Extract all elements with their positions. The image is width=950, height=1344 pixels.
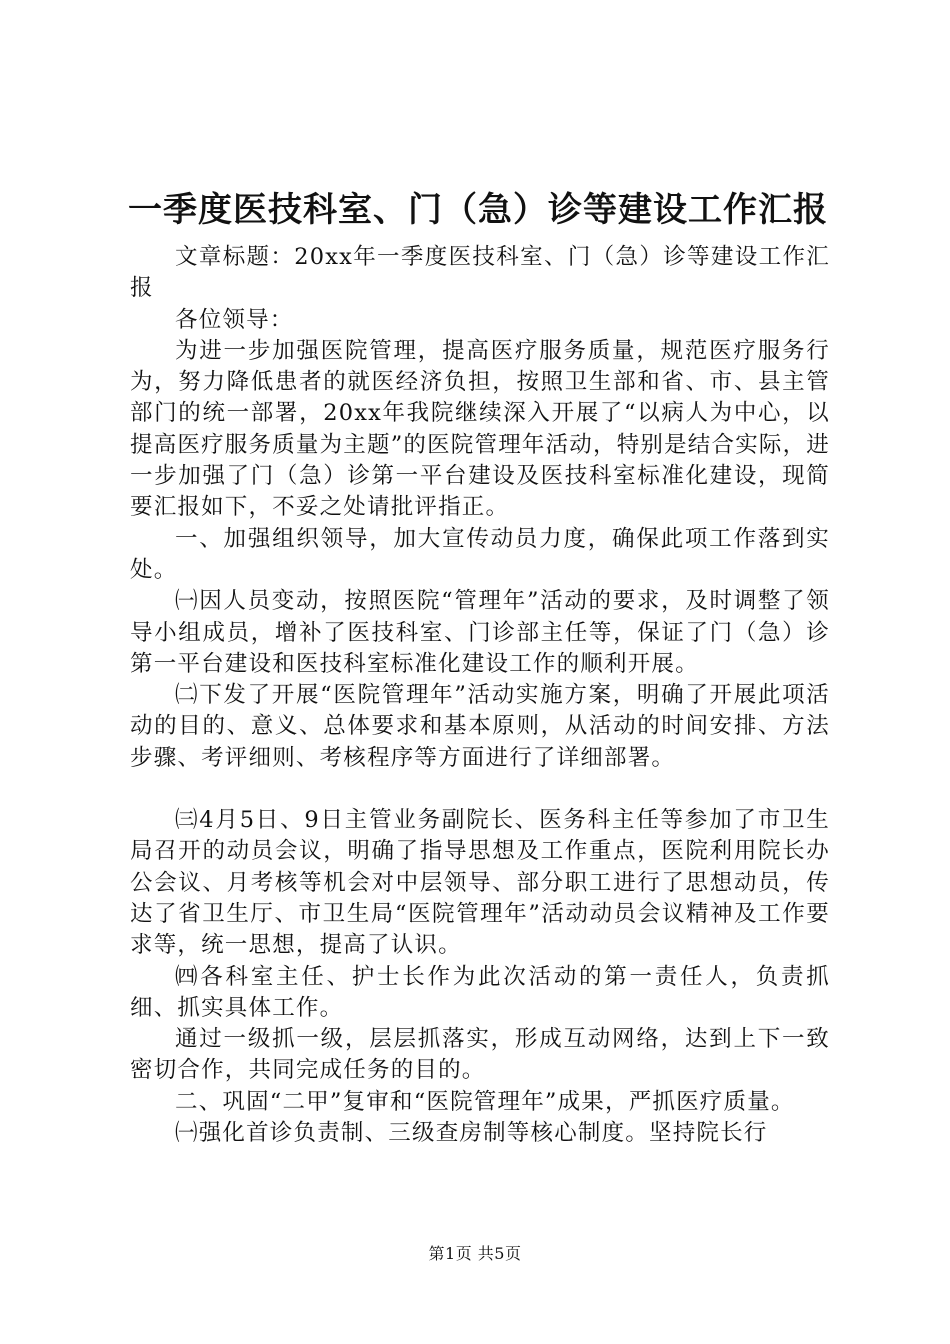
document-body (130, 242, 830, 1149)
paragraph-gap (130, 774, 830, 805)
paragraph-section-two-item-1: ㈠强化首诊负责制、三级查房制等核心制度。坚持院长行 (175, 1120, 768, 1147)
paragraph-introduction: 为进一步加强医院管理，提高医疗服务质量，规范医疗服务行为，努力降低患者的就医经济负担，按照卫生部和省、市、县主管部门的统一部署，20xx年我院继续深入开展了“以病人为中心，以提高医疗服务质量为主题”的医院管理年活动，特别是结合实际，进一步加强了门（急）诊第一平台建设及医技科室标准化建设，现简要汇报如下，不妥之处请批评指正。 (130, 337, 831, 521)
paragraph-item-1: ㈠因人员变动，按照医院“管理年”活动的要求，及时调整了领导小组成员，增补了医技科室、门诊部主任等，保证了门（急）诊第一平台建设和医技科室标准化建设工作的顺利开展。 (130, 588, 830, 677)
paragraph-summary: 通过一级抓一级，层层抓落实，形成互动网络，达到上下一致密切合作，共同完成任务的目的。 (130, 1026, 830, 1084)
paragraph-section-two-heading: 二、巩固“二甲”复审和“医院管理年”成果，严抓医疗质量。 (175, 1088, 795, 1115)
page-footer: 第1页 共5页 (428, 1244, 522, 1263)
paragraph-article-title: 文章标题：20xx年一季度医技科室、门（急）诊等建设工作汇报 (130, 244, 830, 302)
paragraph-item-2: ㈡下发了开展“医院管理年”活动实施方案，明确了开展此项活动的目的、意义、总体要求和基本原则，从活动的时间安排、方法步骤、考评细则、考核程序等方面进行了详细部署。 (130, 682, 830, 771)
paragraph-item-4: ㈣各科室主任、护士长作为此次活动的第一责任人，负责抓细、抓实具体工作。 (130, 963, 830, 1021)
paragraph-salutation: 各位领导： (175, 306, 294, 333)
paragraph-item-3: ㈢4月5日、9日主管业务副院长、医务科主任等参加了市卫生局召开的动员会议，明确了指导思想及工作重点，医院利用院长办公会议、月考核等机会对中层领导、部分职工进行了思想动员，传达了省卫生厅、市卫生局“医院管理年”活动动员会议精神及工作要求等，统一思想，提高了认识。 (130, 807, 830, 959)
document-title: 一季度医技科室、门（急）诊等建设工作汇报 (128, 190, 828, 230)
paragraph-section-one-heading: 一、加强组织领导，加大宣传动员力度，确保此项工作落到实处。 (130, 525, 830, 583)
